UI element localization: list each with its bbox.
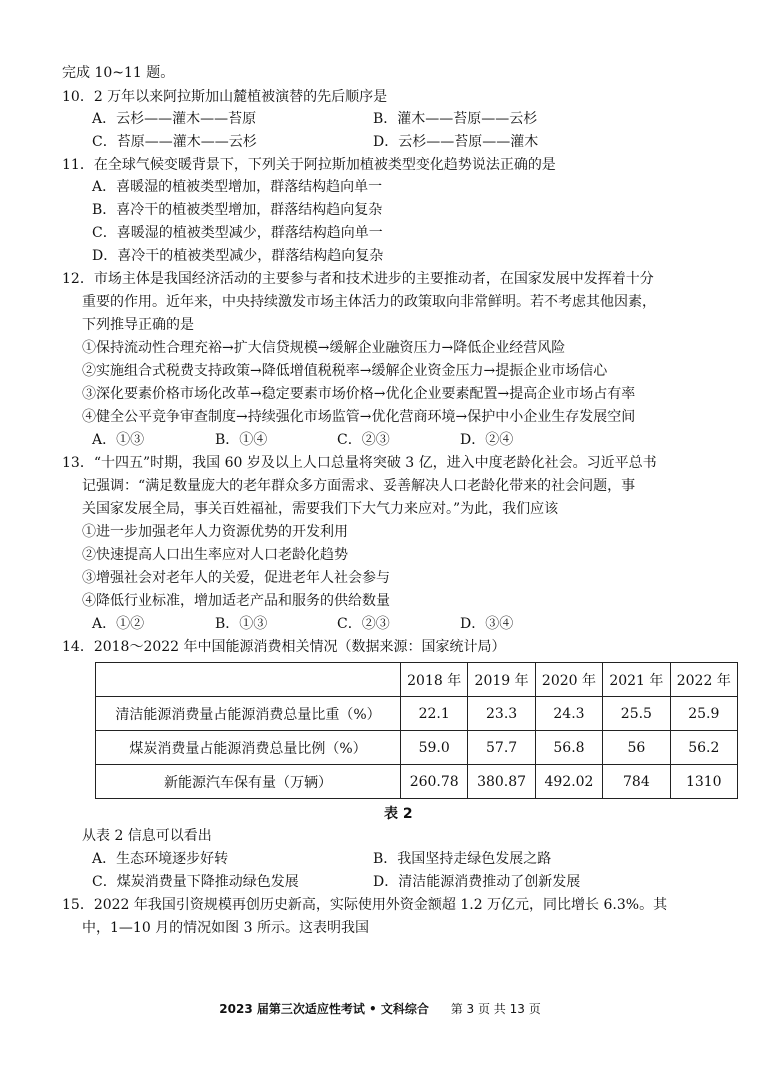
q11-option-d: D．喜冷干的植被类型减少，群落结构趋向复杂: [92, 248, 384, 264]
q11-option-c: C．喜暖湿的植被类型减少，群落结构趋向单一: [92, 225, 383, 241]
table-cell: 22.1: [401, 697, 468, 731]
q14-prompt: 从表 2 信息可以看出: [82, 828, 212, 844]
q13-item-3: ③增强社会对老年人的关爱，促进老年人社会参与: [82, 570, 390, 586]
table-row: [96, 731, 738, 765]
q14-option-d: D．清洁能源消费推动了创新发展: [373, 874, 581, 890]
q12-option-c: C．②③: [337, 432, 390, 448]
table-cell: 56.2: [670, 731, 737, 765]
question-12-stem-line-2: 重要的作用。近年来，中央持续激发市场主体活力的政策取向非常鲜明。若不考虑其他因素，: [82, 294, 656, 310]
q10-option-c: C．苔原——灌木——云杉: [92, 134, 257, 150]
table-cell: 59.0: [401, 731, 468, 765]
table-year-header: 2021 年: [603, 663, 670, 697]
energy-consumption-table: [95, 662, 738, 799]
question-12-stem-line-3: 下列推导正确的是: [82, 317, 194, 333]
q10-option-d: D．云杉——苔原——灌木: [373, 134, 539, 150]
question-10-stem: 10．2 万年以来阿拉斯加山麓植被演替的先后顺序是: [62, 89, 388, 105]
q12-item-2: ②实施组合式税费支持政策→降低增值税税率→缓解企业资金压力→提振企业市场信心: [82, 363, 608, 379]
q12-option-d: D．②④: [460, 432, 514, 448]
q14-option-c: C．煤炭消费量下降推动绿色发展: [92, 874, 299, 890]
table-year-header: 2022 年: [670, 663, 737, 697]
table-year-header: 2019 年: [468, 663, 535, 697]
table-cell: 23.3: [468, 697, 535, 731]
q13-option-a: A．①②: [92, 616, 145, 632]
page-footer: [0, 1000, 760, 1017]
question-15-stem-line-1: 15．2022 年我国引资规模再创历史新高，实际使用外资金额超 1.2 万亿元，同比增长 6.3%。其: [62, 897, 668, 913]
exam-title: 2023 届第三次适应性考试 • 文科综合: [219, 1002, 429, 1016]
q14-option-a: A．生态环境逐步好转: [92, 851, 229, 867]
q13-option-c: C．②③: [337, 616, 390, 632]
table-cell: 1310: [670, 765, 737, 799]
table-cell: 56.8: [535, 731, 602, 765]
table-corner-cell: [96, 663, 401, 697]
q11-option-b: B．喜冷干的植被类型增加，群落结构趋向复杂: [92, 202, 383, 218]
question-13-stem-line-2: 记强调：“满足数量庞大的老年群众多方面需求、妥善解决人口老龄化带来的社会问题，事: [82, 478, 636, 494]
q10-option-a: A．云杉——灌木——苔原: [92, 111, 257, 127]
q14-option-b: B．我国坚持走绿色发展之路: [373, 851, 552, 867]
q13-option-d: D．③④: [460, 616, 514, 632]
table-year-header: 2018 年: [401, 663, 468, 697]
table-row: [96, 697, 738, 731]
table-header-row: [96, 663, 738, 697]
question-15-stem-line-2: 中，1—10 月的情况如图 3 所示。这表明我国: [82, 920, 369, 936]
table-cell: 784: [603, 765, 670, 799]
q13-item-1: ①进一步加强老年人力资源优势的开发利用: [82, 524, 348, 540]
q13-item-4: ④降低行业标准，增加适老产品和服务的供给数量: [82, 593, 390, 609]
table-caption: 表 2: [384, 806, 413, 822]
q10-option-b: B．灌木——苔原——云杉: [373, 111, 538, 127]
table-cell: 56: [603, 731, 670, 765]
q12-item-4: ④健全公平竞争审查制度→持续强化市场监管→优化营商环境→保护中小企业生存发展空间: [82, 409, 636, 425]
table-cell: 25.5: [603, 697, 670, 731]
q13-item-2: ②快速提高人口出生率应对人口老龄化趋势: [82, 547, 348, 563]
table-cell: 380.87: [468, 765, 535, 799]
question-14-stem: 14．2018～2022 年中国能源消费相关情况（数据来源：国家统计局）: [62, 639, 506, 655]
q12-item-3: ③深化要素价格市场化改革→稳定要素市场价格→优化企业要素配置→提高企业市场占有率: [82, 386, 636, 402]
table-row-label: 清洁能源消费量占能源消费总量比重（%）: [96, 697, 401, 731]
q13-option-b: B．①③: [215, 616, 268, 632]
table-cell: 260.78: [401, 765, 468, 799]
table-cell: 492.02: [535, 765, 602, 799]
table-row-label: 新能源汽车保有量（万辆）: [96, 765, 401, 799]
q11-option-a: A．喜暖湿的植被类型增加，群落结构趋向单一: [92, 179, 383, 195]
q12-item-1: ①保持流动性合理充裕→扩大信贷规模→缓解企业融资压力→降低企业经营风险: [82, 340, 566, 356]
q12-option-b: B．①④: [215, 432, 268, 448]
table-cell: 24.3: [535, 697, 602, 731]
table-cell: 25.9: [670, 697, 737, 731]
question-13-stem-line-3: 关国家发展全局，事关百姓福祉，需要我们下大气力来应对。”为此，我们应该: [82, 501, 559, 517]
q12-option-a: A．①③: [92, 432, 145, 448]
table-row: [96, 765, 738, 799]
table-year-header: 2020 年: [535, 663, 602, 697]
table-row-label: 煤炭消费量占能源消费总量比例（%）: [96, 731, 401, 765]
page-number: 第 3 页 共 13 页: [450, 1002, 541, 1016]
question-12-stem-line-1: 12．市场主体是我国经济活动的主要参与者和技术进步的主要推动者，在国家发展中发挥着十分: [62, 271, 654, 287]
question-13-stem-line-1: 13．“十四五”时期，我国 60 岁及以上人口总量将突破 3 亿，进入中度老龄化社会。习近平总书: [62, 455, 657, 471]
question-11-stem: 11．在全球气候变暖背景下，下列关于阿拉斯加植被类型变化趋势说法正确的是: [62, 157, 556, 173]
intro-text: 完成 10~11 题。: [62, 65, 175, 81]
table-cell: 57.7: [468, 731, 535, 765]
